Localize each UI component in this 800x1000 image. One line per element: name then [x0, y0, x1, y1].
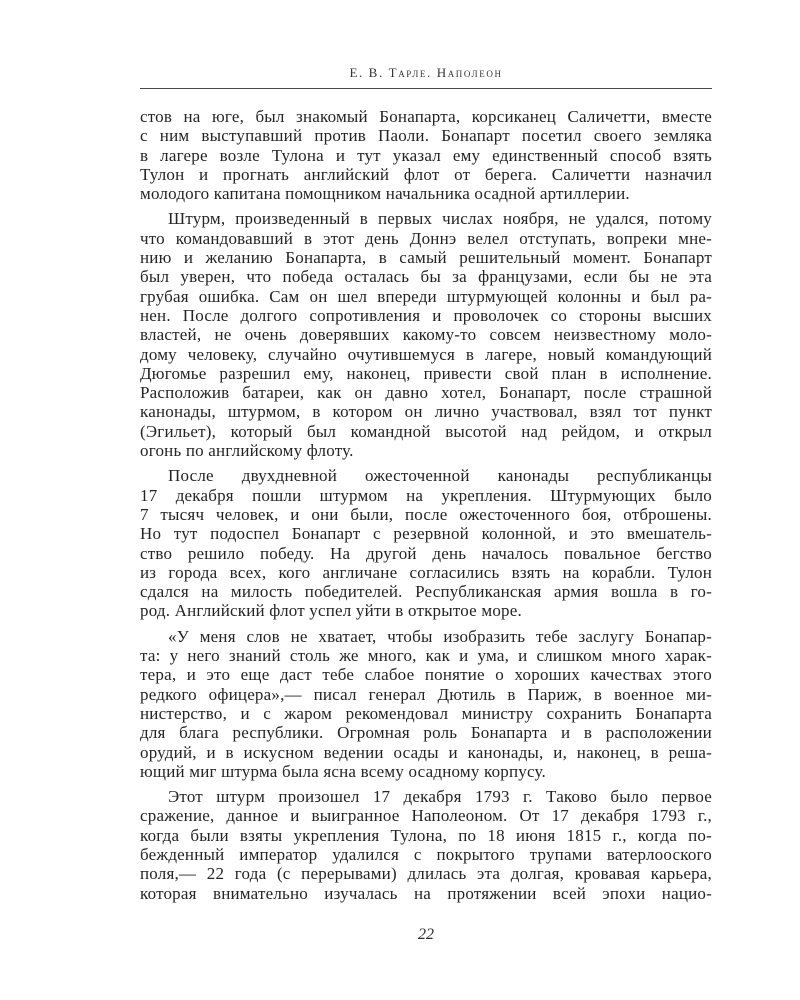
text-line: тера, и это еще даст тебе слабое понятие о хороших качествах этого — [140, 665, 712, 685]
text-line: та: у него знаний столь же много, как и ума, и слишком много харак- — [140, 646, 712, 666]
text-line: молодого капитана помощником начальника осадной артиллерии. — [140, 184, 630, 204]
text-line: сражение, данное и выигранное Наполеоном. От 17 декабря 1793 г., — [140, 806, 712, 826]
text-line: После двухдневной ожесточенной канонады республиканцы — [168, 466, 712, 486]
paragraph — [140, 107, 712, 203]
body-text — [140, 107, 712, 903]
text-line: род. Английский флот успел уйти в открытое море. — [140, 601, 522, 621]
text-line: Этот штурм произошел 17 декабря 1793 г. Таково было первое — [168, 787, 712, 807]
running-head: Е. В. Тарле. Наполеон — [349, 65, 503, 80]
text-line: ющий миг штурма была ясна всему осадному корпусу. — [140, 761, 546, 781]
text-line: Дюгомье разрешил ему, наконец, привести свой план в исполнение. — [140, 363, 712, 383]
text-line: ство решило победу. На другой день началось повальное бегство — [140, 543, 712, 563]
text-line: поля,— 22 года (с перерывами) длилась эта долгая, кровавая карьера, — [140, 864, 712, 884]
text-line: которая внимательно изучалась на протяжении всей эпохи нацио- — [140, 883, 712, 903]
paragraph — [140, 627, 712, 781]
text-line: стов на юге, был знакомый Бонапарта, корсиканец Саличетти, вместе — [140, 107, 712, 126]
text-line: нен. После долгого сопротивления и проволочек со стороны высших — [140, 305, 712, 325]
text-line: властей, не очень доверявших какому-то совсем неизвестному моло- — [140, 325, 712, 345]
text-line: нию и желанию Бонапарта, в самый решительный момент. Бонапарт — [140, 248, 712, 268]
text-line: орудий, и в искусном ведении осады и канонады, и, наконец, в реша- — [140, 742, 712, 762]
text-line: с ним выступавший против Паоли. Бонапарт посетил своего земляка — [140, 126, 712, 146]
text-line: нистерство, и с жаром рекомендовал министру сохранить Бонапарта — [140, 703, 712, 723]
text-line: грубая ошибка. Сам он шел впереди штурмующей колонны и был ра- — [140, 286, 712, 306]
paragraph — [140, 466, 712, 620]
paragraph — [140, 787, 712, 903]
text-line: что командовавший в этот день Доннэ велел отступать, вопреки мне- — [140, 228, 712, 248]
text-line: (Эгильет), который был командной высотой над рейдом, и открыл — [140, 421, 712, 441]
text-line: Штурм, произведенный в первых числах ноября, не удался, потому — [168, 209, 712, 229]
text-line: дому человеку, случайно очутившемуся в лагере, новый командующий — [140, 344, 712, 364]
header-rule — [140, 88, 712, 89]
text-line: Тулон и прогнать английский флот от берега. Саличетти назначил — [140, 164, 712, 184]
text-line: огонь по английскому флоту. — [140, 441, 354, 461]
text-line: бежденный император удалился с покрытого трупами ватерлооского — [140, 844, 712, 864]
text-line: для блага республики. Огромная роль Бонапарта и в расположении — [140, 723, 712, 743]
text-line: Но тут подоспел Бонапарт с резервной колонной, и это вмешатель- — [140, 524, 712, 544]
text-line: из города всех, кого англичане согласились взять на корабли. Тулон — [140, 562, 712, 582]
paragraph — [140, 209, 712, 460]
text-line: был уверен, что победа осталась бы за французами, если бы не эта — [140, 267, 712, 287]
text-line: сдался на милость победителей. Республиканская армия вошла в го- — [140, 582, 712, 602]
text-line: 7 тысяч человек, и они были, после ожесточенного боя, отброшены. — [140, 504, 712, 524]
text-line: Расположив батареи, как он давно хотел, Бонапарт, после страшной — [140, 383, 712, 403]
text-line: 17 декабря пошли штурмом на укрепления. Штурмующих было — [140, 485, 712, 505]
text-line: в лагере возле Тулона и тут указал ему единственный способ взять — [140, 145, 712, 165]
page-number: 22 — [418, 926, 434, 943]
text-line: когда были взяты укрепления Тулона, по 18 июня 1815 г., когда по- — [140, 825, 712, 845]
text-line: «У меня слов не хватает, чтобы изобразить тебе заслугу Бонапар- — [168, 626, 712, 646]
text-line: канонады, штурмом, в котором он лично участвовал, взял тот пункт — [140, 402, 712, 422]
text-line: редкого офицера»,— писал генерал Дютиль в Париж, в военное ми- — [140, 684, 712, 704]
